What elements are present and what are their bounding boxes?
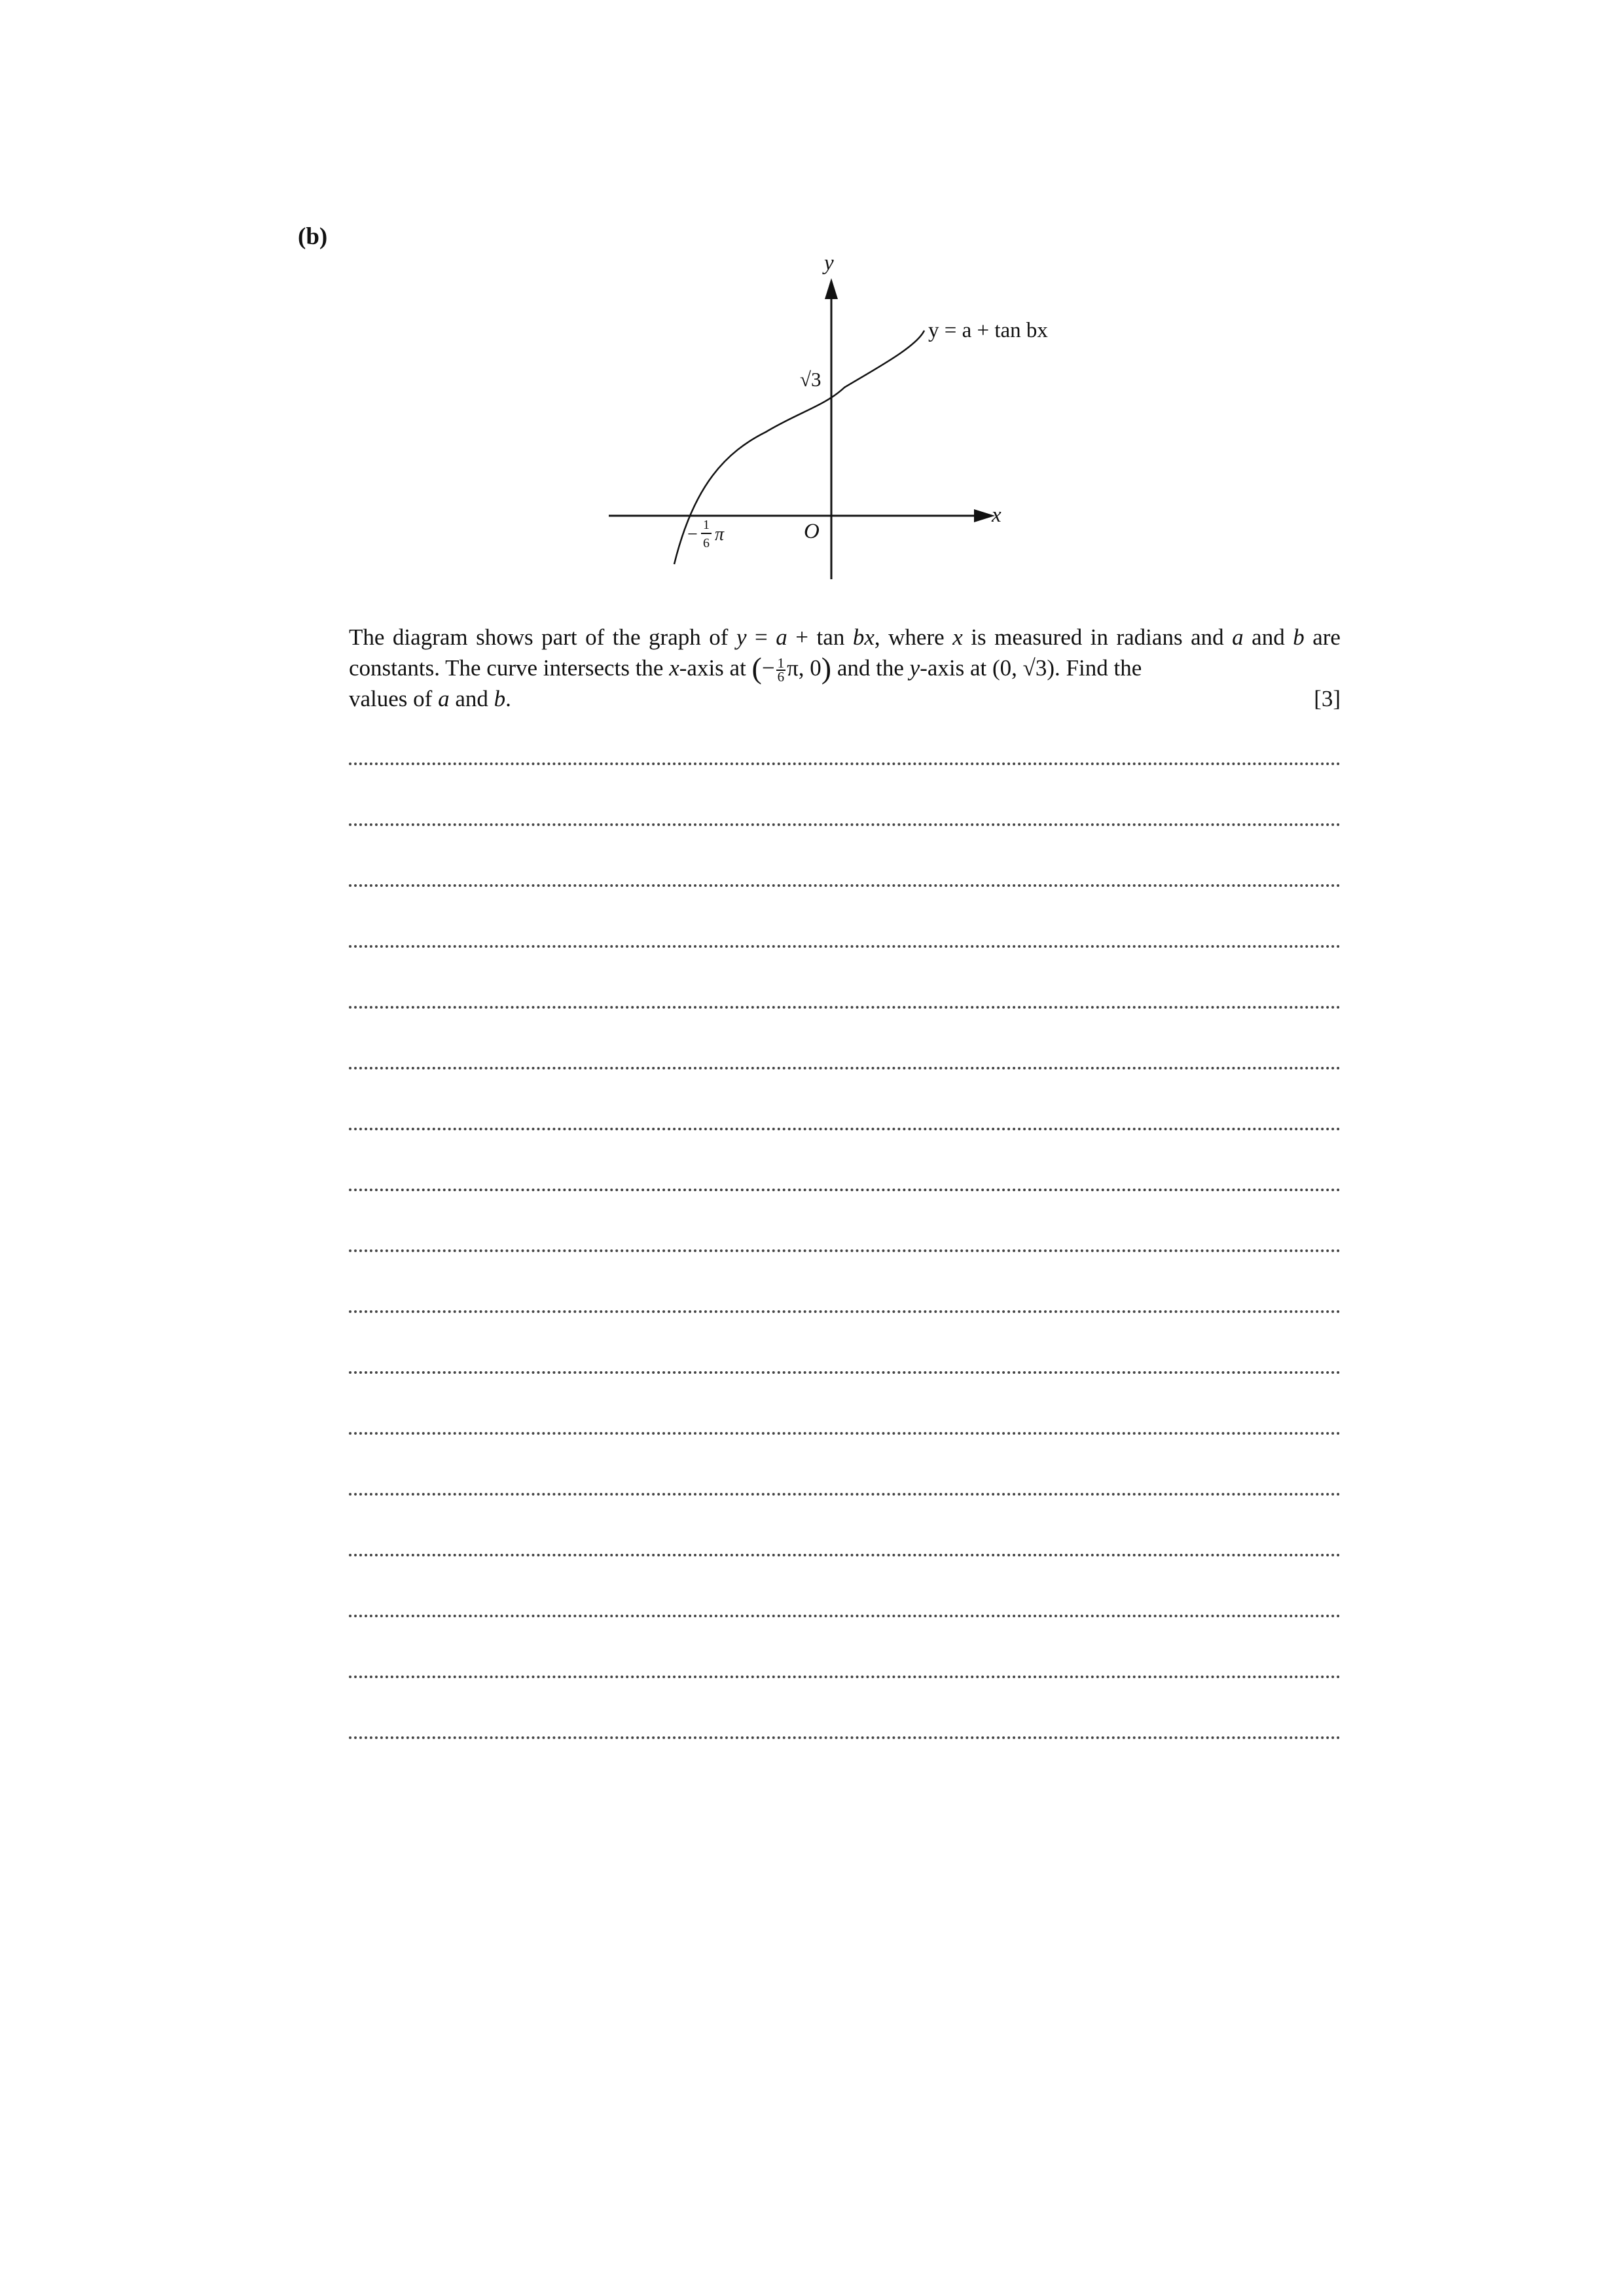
answer-line[interactable] [349, 1310, 1341, 1371]
x-intercept-pi: π [715, 524, 725, 545]
marks: [3] [1314, 686, 1341, 711]
answer-line[interactable] [349, 1554, 1341, 1615]
answer-line[interactable] [349, 1676, 1341, 1736]
curve-label-text: y = a + tan bx [928, 319, 1048, 342]
answer-line[interactable] [349, 884, 1341, 945]
answer-line[interactable] [349, 1249, 1341, 1310]
curve-label [928, 319, 1048, 342]
part-label: (b) [298, 223, 328, 250]
answer-line[interactable] [349, 1189, 1341, 1249]
answer-line[interactable] [349, 823, 1341, 884]
fraction-one-sixth: $\frac{1}{6}$ [777, 655, 785, 685]
x-axis-label: x [992, 503, 1001, 527]
answer-line[interactable] [349, 1432, 1341, 1493]
y-axis-label: y [824, 251, 834, 275]
answer-area[interactable] [349, 762, 1341, 1797]
answer-line[interactable] [349, 1128, 1341, 1189]
answer-line[interactable] [349, 1493, 1341, 1554]
answer-line[interactable] [349, 1006, 1341, 1067]
answer-line[interactable] [349, 1067, 1341, 1128]
answer-line[interactable] [349, 1615, 1341, 1676]
y-axis-arrow [825, 278, 838, 299]
answer-line[interactable] [349, 1371, 1341, 1432]
tan-curve [674, 331, 924, 564]
answer-line[interactable] [349, 945, 1341, 1006]
answer-line[interactable] [349, 1736, 1341, 1797]
question-text: The diagram shows part of the graph of y = a + tan bx, where x is measured in radians and a and b are constants. The curve intersects the x-axis at (− $\frac{1}{6}$ π, 0) and the y-axis at (0, √3). Find the values of a and b. [3] [349, 622, 1341, 714]
y-intercept-label: √3 [800, 368, 821, 391]
answer-line[interactable] [349, 762, 1341, 823]
x-intercept-denominator: 6 [703, 536, 710, 550]
question-last-line [349, 683, 1341, 714]
origin-label: O [804, 520, 820, 543]
x-intercept-numerator: 1 [703, 518, 710, 532]
x-intercept-label [687, 518, 725, 550]
x-intercept-minus: − [687, 524, 698, 545]
question-last-line-text: values of a and b. [349, 686, 511, 711]
